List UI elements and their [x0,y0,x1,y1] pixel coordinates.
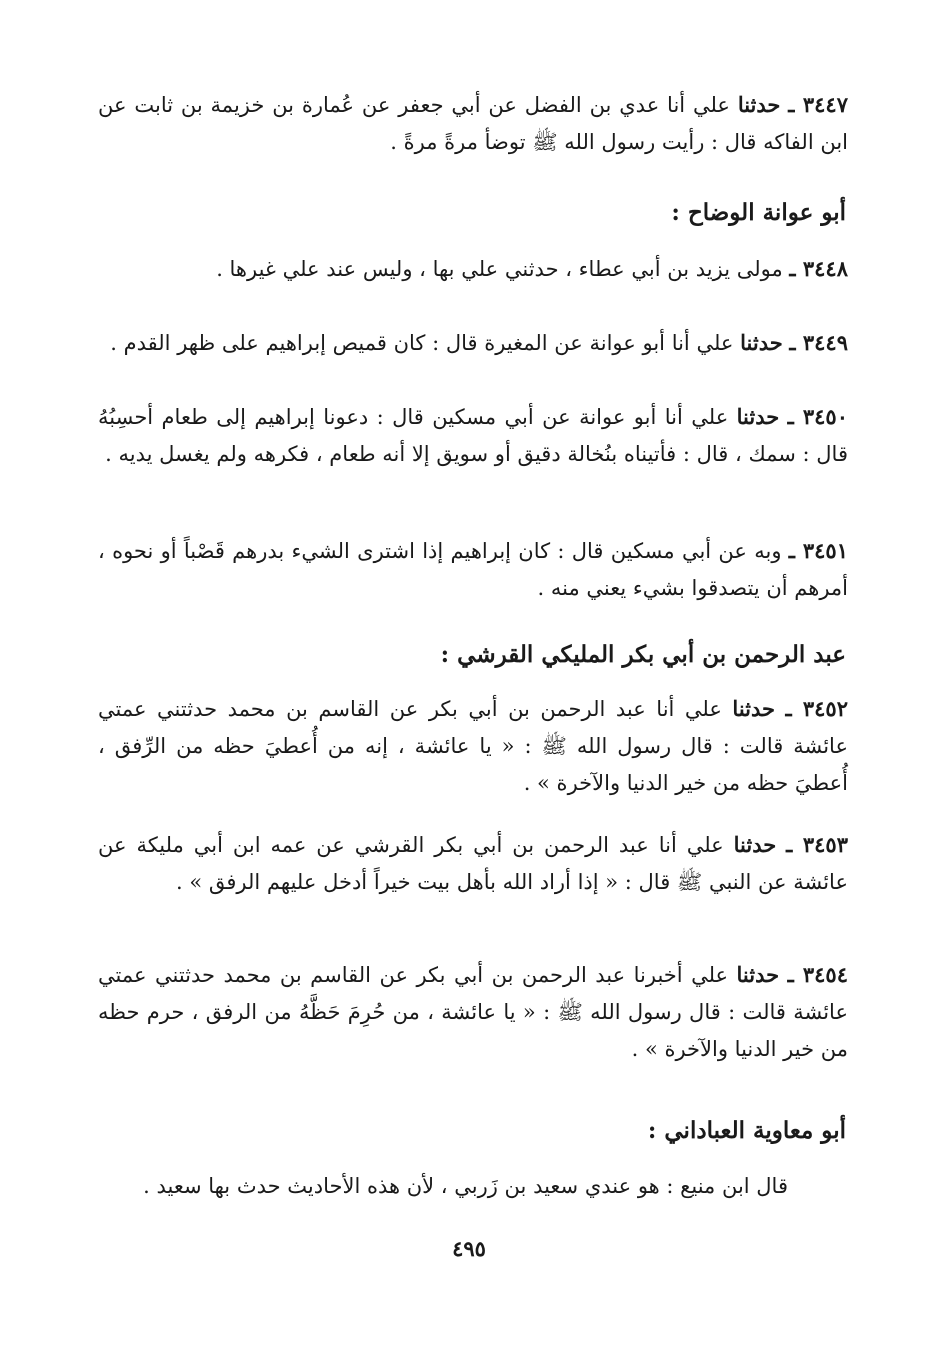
hadith-text: علي أنا أبو عوانة عن أبي مسكين قال : دعونا إبراهيم إلى طعام أحسِبُهُ قال : سمك ، قال : فأتيناه بنُخالة دقيق أو سويق إلا أنه طعام ، فكرهه ولم يغسل يديه . [98,405,848,466]
hadith-text: علي أنا عبد الرحمن بن أبي بكر عن القاسم بن محمد حدثتني عمتي عائشة قالت : قال رسول الله ﷺ : « يا عائشة ، إنه من أُعطيَ حظه من الرِّفق ، أُعطيَ حظه من خير الدنيا والآخرة » . [98,697,848,795]
hadith-number: ٣٤٤٨ ـ [789,256,848,281]
hadith-3447 [98,86,848,161]
hadith-3451 [98,532,848,607]
hadith-keyword: حدثنا [732,696,776,721]
hadith-number: ٣٤٥١ ـ [788,538,848,563]
hadith-keyword: حدثنا [733,832,777,857]
hadith-3450 [98,398,848,473]
hadith-3454 [98,956,848,1068]
section-heading-abd-al-rahman: عبد الرحمن بن أبي بكر المليكي القرشي : [440,641,846,668]
hadith-3452 [98,690,848,802]
section-heading-abu-awana: أبو عوانة الوضاح : [671,199,846,226]
hadith-keyword: حدثنا [736,962,780,987]
hadith-keyword: حدثنا [737,92,781,117]
hadith-text: علي أنا أبو عوانة عن المغيرة قال : كان قميص إبراهيم على ظهر القدم . [110,331,734,355]
closing-note: قال ابن منيع : هو عندي سعيد بن زَربي ، لأن هذه الأحاديث حدث بها سعيد . [143,1174,788,1198]
hadith-text: علي أنا عدي بن الفضل عن أبي جعفر عن عُمارة بن خزيمة بن ثابت عن ابن الفاكه قال : رأيت رسول الله ﷺ توضأ مرةً مرةً . [98,93,848,154]
hadith-number: ٣٤٤٩ ـ [789,330,848,355]
hadith-number: ٣٤٥٣ ـ [786,832,848,857]
hadith-3453 [98,826,848,901]
hadith-number: ٣٤٥٢ ـ [785,696,848,721]
hadith-number: ٣٤٥٤ ـ [787,962,848,987]
hadith-number: ٣٤٤٧ ـ [788,92,848,117]
page-number: ٤٩٥ [452,1236,486,1261]
hadith-number: ٣٤٥٠ ـ [787,404,848,429]
hadith-text: علي أخبرنا عبد الرحمن بن أبي بكر عن القاسم بن محمد حدثتني عمتي عائشة قالت : قال رسول الله ﷺ : « يا عائشة ، من حُرِمَ حَظَّهُ من الرفق ، حرم حظه من خير الدنيا والآخرة » . [98,963,848,1061]
hadith-3448 [98,250,848,288]
hadith-3449 [98,324,848,362]
hadith-text: مولى يزيد بن أبي عطاء ، حدثني علي بها ، وليس عند علي غيرها . [216,257,783,281]
hadith-text: علي أنا عبد الرحمن بن أبي بكر القرشي عن عمه ابن أبي مليكة عن عائشة عن النبي ﷺ قال : « إذا أراد الله بأهل بيت خيراً أدخل عليهم الرفق » . [98,833,848,894]
hadith-keyword: حدثنا [736,404,780,429]
hadith-keyword: حدثنا [740,330,783,355]
hadith-text: وبه عن أبي مسكين قال : كان إبراهيم إذا اشترى الشيء بدرهم قَصْباً أو نحوه ، أمرهم أن يتصدقوا بشيء يعني منه . [98,539,848,600]
section-heading-abu-muawiya: أبو معاوية العباداني : [647,1117,846,1144]
